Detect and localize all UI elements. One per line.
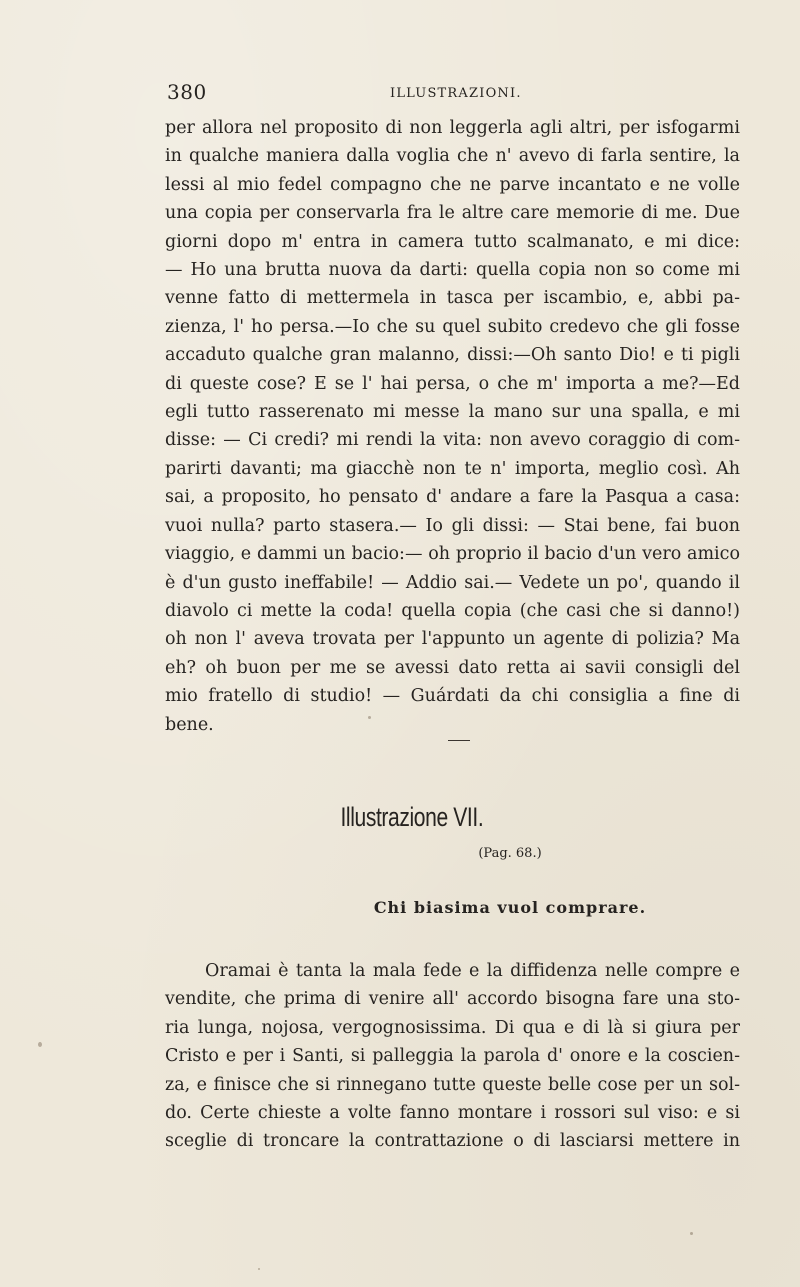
- section-title: Illustrazione VII.: [340, 802, 484, 832]
- text-line: zienza, l' ho persa.—Io che su quel subito credevo che gli fosse: [165, 316, 740, 337]
- text-line: è d'un gusto ineffabile! — Addio sai.— Vedete un po', quando il: [165, 572, 740, 593]
- text-line: diavolo ci mette la coda! quella copia (che casi che si danno!): [165, 600, 740, 621]
- paper-speck: [38, 1042, 42, 1047]
- text-line: Cristo e per i Santi, si palleggia la parola d' onore e la coscien-: [165, 1046, 740, 1067]
- text-line: di queste cose? E se l' hai persa, o che m' importa a me?—Ed: [165, 373, 740, 394]
- text-line: ria lunga, nojosa, vergognosissima. Di qua e di là si giura per: [165, 1017, 740, 1038]
- text-line: in qualche maniera dalla voglia che n' avevo di farla sentire, la: [165, 146, 740, 167]
- text-line: za, e finisce che si rinnegano tutte queste belle cose per un sol-: [165, 1074, 740, 1095]
- paper-speck: [258, 1268, 260, 1270]
- text-line: Oramai è tanta la mala fede e la diffidenza nelle compre e: [205, 961, 740, 981]
- text-line: accaduto qualche gran malanno, dissi:—Oh santo Dio! e ti pigli: [165, 345, 740, 366]
- text-line: per allora nel proposito di non leggerla agli altri, per isfogarmi: [165, 118, 740, 138]
- paragraph-1: [165, 114, 740, 739]
- paper-speck: [368, 716, 371, 719]
- running-head: ILLUSTRAZIONI.: [390, 86, 522, 101]
- text-line: parirti davanti; ma giacchè non te n' importa, meglio così. Ah: [165, 458, 740, 479]
- paragraph-2: [165, 957, 740, 1156]
- text-line: — Ho una brutta nuova da darti: quella copia non so come mi: [165, 260, 740, 281]
- text-line: vendite, che prima di venire all' accordo bisogna fare una sto-: [165, 989, 740, 1010]
- page-reference: (Pag. 68.): [478, 846, 542, 861]
- paper-speck: [690, 1232, 693, 1235]
- text-line: vuoi nulla? parto stasera.— Io gli dissi: — Stai bene, fai buon: [165, 515, 740, 536]
- text-line: egli tutto rasserenato mi messe la mano sur una spalla, e mi: [165, 402, 740, 423]
- text-line: lessi al mio fedel compagno che ne parve incantato e ne volle: [165, 174, 740, 195]
- section-divider: [448, 740, 470, 741]
- text-line: una copia per conservarla fra le altre care memorie di me. Due: [165, 203, 740, 224]
- text-line: giorni dopo m' entra in camera tutto scalmanato, e mi dice:: [165, 231, 740, 252]
- text-line: sai, a proposito, ho pensato d' andare a fare la Pasqua a casa:: [165, 487, 740, 508]
- text-line: eh? oh buon per me se avessi dato retta ai savii consigli del: [165, 657, 740, 678]
- text-line: do. Certe chieste a volte fanno montare i rossori sul viso: e si: [165, 1103, 740, 1124]
- text-line: venne fatto di mettermela in tasca per iscambio, e, abbi pa-: [165, 288, 740, 309]
- text-line: mio fratello di studio! — Guárdati da chi consiglia a fine di: [165, 686, 740, 707]
- text-line: oh non l' aveva trovata per l'appunto un agente di polizia? Ma: [165, 629, 740, 650]
- page-header: [165, 80, 740, 110]
- text-line: disse: — Ci credi? mi rendi la vita: non avevo coraggio di com-: [165, 430, 740, 451]
- text-line: viaggio, e dammi un bacio:— oh proprio il bacio d'un vero amico: [165, 544, 740, 565]
- section-subtitle: Chi biasima vuol comprare.: [373, 898, 647, 917]
- text-line: sceglie di troncare la contrattazione o di lasciarsi mettere in: [165, 1131, 740, 1152]
- text-line: bene.: [165, 714, 214, 735]
- page-number: 380: [167, 80, 207, 104]
